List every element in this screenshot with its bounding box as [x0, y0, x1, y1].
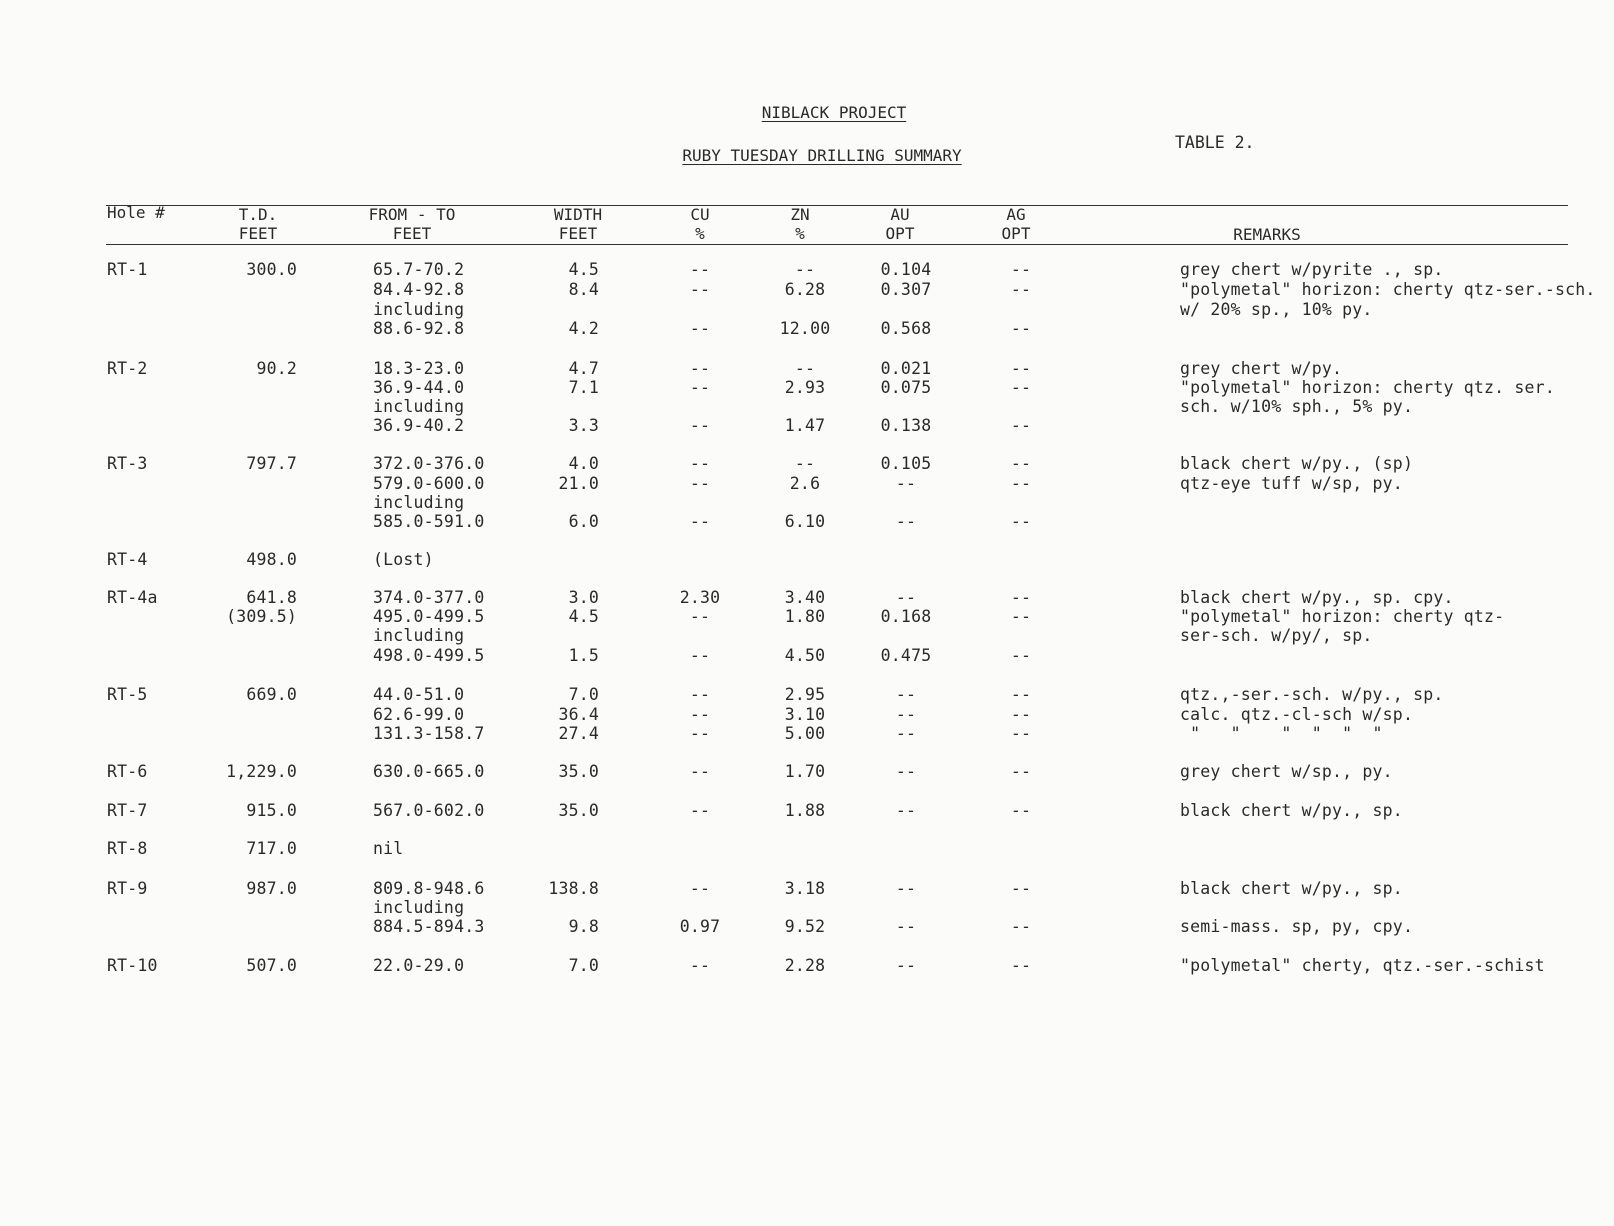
au-value: -- [895, 956, 917, 975]
ag-value: -- [1010, 416, 1032, 435]
header-cu: CU % [690, 205, 710, 243]
ag-value: -- [1010, 474, 1032, 493]
au-value: -- [895, 724, 917, 743]
hole-id: RT-10 [107, 956, 158, 975]
from-to-interval: including [373, 300, 465, 319]
zn-value: 9.52 [784, 917, 826, 936]
remarks-text: ser-sch. w/py/, sp. [1180, 626, 1373, 645]
total-depth: 641.8 [246, 588, 297, 607]
width-value: 35.0 [558, 801, 599, 820]
cu-value: -- [689, 512, 711, 531]
ag-value: -- [1010, 879, 1032, 898]
width-value: 4.5 [568, 607, 599, 626]
cu-value: 0.97 [679, 917, 721, 936]
cu-value: -- [689, 280, 711, 299]
zn-value: 5.00 [784, 724, 826, 743]
table-label: TABLE 2. [1175, 133, 1255, 152]
header-au: AU OPT [885, 205, 915, 243]
ag-value: -- [1010, 588, 1032, 607]
cu-value: -- [689, 359, 711, 378]
width-value: 4.5 [568, 260, 599, 279]
width-value: 7.0 [568, 685, 599, 704]
from-to-interval: 22.0-29.0 [373, 956, 465, 975]
page-subtitle: RUBY TUESDAY DRILLING SUMMARY [682, 146, 962, 165]
ag-value: -- [1010, 724, 1032, 743]
width-value: 4.0 [568, 454, 599, 473]
width-value: 3.3 [568, 416, 599, 435]
total-depth: 300.0 [246, 260, 297, 279]
hole-id: RT-2 [107, 359, 148, 378]
width-value: 4.2 [568, 319, 599, 338]
ag-value: -- [1010, 917, 1032, 936]
from-to-interval: 495.0-499.5 [373, 607, 485, 626]
remarks-text: " " " " " " [1180, 724, 1383, 743]
from-to-interval: 18.3-23.0 [373, 359, 465, 378]
cu-value: -- [689, 416, 711, 435]
zn-value: 1.47 [784, 416, 826, 435]
au-value: -- [895, 801, 917, 820]
cu-value: -- [689, 607, 711, 626]
zn-value: 1.70 [784, 762, 826, 781]
remarks-text: grey chert w/sp., py. [1180, 762, 1393, 781]
remarks-text: w/ 20% sp., 10% py. [1180, 300, 1373, 319]
zn-value: 12.00 [779, 319, 831, 338]
width-value: 138.8 [548, 879, 599, 898]
zn-value: -- [794, 359, 816, 378]
from-to-interval: 585.0-591.0 [373, 512, 485, 531]
from-to-interval: (Lost) [373, 550, 434, 569]
width-value: 21.0 [558, 474, 599, 493]
ag-value: -- [1010, 378, 1032, 397]
from-to-interval: 65.7-70.2 [373, 260, 465, 279]
au-value: -- [895, 588, 917, 607]
header-width: WIDTH FEET [553, 205, 603, 243]
ag-value: -- [1010, 260, 1032, 279]
remarks-text: calc. qtz.-cl-sch w/sp. [1180, 705, 1414, 724]
total-depth: (309.5) [226, 607, 297, 626]
remarks-text: "polymetal" horizon: cherty qtz-ser.-sch. [1180, 280, 1596, 299]
width-value: 4.7 [568, 359, 599, 378]
zn-value: 2.93 [784, 378, 826, 397]
cu-value: -- [689, 474, 711, 493]
cu-value: -- [689, 879, 711, 898]
remarks-text: grey chert w/pyrite ., sp. [1180, 260, 1444, 279]
remarks-text: "polymetal" cherty, qtz.-ser.-schist [1180, 956, 1545, 975]
hole-id: RT-9 [107, 879, 148, 898]
ag-value: -- [1010, 454, 1032, 473]
from-to-interval: 36.9-44.0 [373, 378, 465, 397]
from-to-interval: including [373, 626, 465, 645]
hole-id: RT-4a [107, 588, 158, 607]
au-value: -- [895, 762, 917, 781]
zn-value: -- [794, 454, 816, 473]
remarks-text: qtz.,-ser.-sch. w/py., sp. [1180, 685, 1444, 704]
cu-value: -- [689, 319, 711, 338]
cu-value: -- [689, 724, 711, 743]
au-value: -- [895, 879, 917, 898]
au-value: 0.105 [880, 454, 932, 473]
cu-value: -- [689, 685, 711, 704]
ag-value: -- [1010, 956, 1032, 975]
zn-value: -- [794, 260, 816, 279]
total-depth: 669.0 [246, 685, 297, 704]
au-value: 0.104 [880, 260, 932, 279]
remarks-text: black chert w/py., sp. [1180, 879, 1403, 898]
cu-value: -- [689, 260, 711, 279]
hole-id: RT-3 [107, 454, 148, 473]
zn-value: 3.18 [784, 879, 826, 898]
au-value: 0.021 [880, 359, 932, 378]
header-from-to: FROM - TO FEET [368, 205, 456, 243]
total-depth: 90.2 [256, 359, 297, 378]
au-value: 0.075 [880, 378, 932, 397]
au-value: -- [895, 705, 917, 724]
remarks-text: "polymetal" horizon: cherty qtz. ser. [1180, 378, 1555, 397]
cu-value: 2.30 [679, 588, 721, 607]
width-value: 35.0 [558, 762, 599, 781]
from-to-interval: 36.9-40.2 [373, 416, 465, 435]
from-to-interval: 84.4-92.8 [373, 280, 465, 299]
total-depth: 797.7 [246, 454, 297, 473]
cu-value: -- [689, 762, 711, 781]
header-td: T.D. FEET [238, 205, 278, 243]
remarks-text: sch. w/10% sph., 5% py. [1180, 397, 1414, 416]
au-value: -- [895, 512, 917, 531]
ag-value: -- [1010, 280, 1032, 299]
from-to-interval: 88.6-92.8 [373, 319, 465, 338]
width-value: 3.0 [568, 588, 599, 607]
from-to-interval: 374.0-377.0 [373, 588, 485, 607]
ag-value: -- [1010, 512, 1032, 531]
zn-value: 1.88 [784, 801, 826, 820]
header-top-rule [106, 205, 1568, 206]
ag-value: -- [1010, 319, 1032, 338]
au-value: 0.568 [880, 319, 932, 338]
width-value: 9.8 [568, 917, 599, 936]
from-to-interval: 567.0-602.0 [373, 801, 485, 820]
ag-value: -- [1010, 685, 1032, 704]
zn-value: 6.10 [784, 512, 826, 531]
remarks-text: "polymetal" horizon: cherty qtz- [1180, 607, 1505, 626]
hole-id: RT-7 [107, 801, 148, 820]
header-zn: ZN % [790, 205, 810, 243]
ag-value: -- [1010, 801, 1032, 820]
header-ag: AG OPT [1001, 205, 1031, 243]
from-to-interval: 62.6-99.0 [373, 705, 465, 724]
from-to-interval: 498.0-499.5 [373, 646, 485, 665]
au-value: 0.307 [880, 280, 932, 299]
total-depth: 915.0 [246, 801, 297, 820]
header-hole: Hole # [107, 203, 165, 222]
hole-id: RT-1 [107, 260, 148, 279]
cu-value: -- [689, 378, 711, 397]
from-to-interval: 809.8-948.6 [373, 879, 485, 898]
zn-value: 1.80 [784, 607, 826, 626]
au-value: 0.168 [880, 607, 932, 626]
au-value: 0.475 [880, 646, 932, 665]
ag-value: -- [1010, 762, 1032, 781]
page-title: NIBLACK PROJECT [761, 103, 907, 122]
width-value: 7.0 [568, 956, 599, 975]
hole-id: RT-5 [107, 685, 148, 704]
ag-value: -- [1010, 646, 1032, 665]
cu-value: -- [689, 646, 711, 665]
from-to-interval: 44.0-51.0 [373, 685, 465, 704]
remarks-text: grey chert w/py. [1180, 359, 1343, 378]
remarks-text: black chert w/py., sp. [1180, 801, 1403, 820]
width-value: 6.0 [568, 512, 599, 531]
total-depth: 717.0 [246, 839, 297, 858]
total-depth: 987.0 [246, 879, 297, 898]
zn-value: 3.10 [784, 705, 826, 724]
cu-value: -- [689, 705, 711, 724]
au-value: 0.138 [880, 416, 932, 435]
remarks-text: qtz-eye tuff w/sp, py. [1180, 474, 1403, 493]
width-value: 7.1 [568, 378, 599, 397]
from-to-interval: 372.0-376.0 [373, 454, 485, 473]
zn-value: 4.50 [784, 646, 826, 665]
from-to-interval: 884.5-894.3 [373, 917, 485, 936]
from-to-interval: 579.0-600.0 [373, 474, 485, 493]
zn-value: 2.28 [784, 956, 826, 975]
ag-value: -- [1010, 607, 1032, 626]
from-to-interval: 131.3-158.7 [373, 724, 485, 743]
zn-value: 6.28 [784, 280, 826, 299]
ag-value: -- [1010, 359, 1032, 378]
total-depth: 507.0 [246, 956, 297, 975]
zn-value: 3.40 [784, 588, 826, 607]
total-depth: 498.0 [246, 550, 297, 569]
cu-value: -- [689, 956, 711, 975]
zn-value: 2.95 [784, 685, 826, 704]
from-to-interval: including [373, 493, 465, 512]
hole-id: RT-8 [107, 839, 148, 858]
from-to-interval: including [373, 898, 465, 917]
width-value: 36.4 [558, 705, 599, 724]
cu-value: -- [689, 801, 711, 820]
remarks-text: black chert w/py., (sp) [1180, 454, 1414, 473]
cu-value: -- [689, 454, 711, 473]
remarks-text: black chert w/py., sp. cpy. [1180, 588, 1454, 607]
width-value: 27.4 [558, 724, 599, 743]
au-value: -- [895, 474, 917, 493]
ag-value: -- [1010, 705, 1032, 724]
width-value: 8.4 [568, 280, 599, 299]
au-value: -- [895, 685, 917, 704]
from-to-interval: nil [373, 839, 404, 858]
zn-value: 2.6 [789, 474, 821, 493]
header-bottom-rule [106, 244, 1568, 245]
total-depth: 1,229.0 [226, 762, 297, 781]
hole-id: RT-6 [107, 762, 148, 781]
remarks-text: semi-mass. sp, py, cpy. [1180, 917, 1414, 936]
from-to-interval: 630.0-665.0 [373, 762, 485, 781]
au-value: -- [895, 917, 917, 936]
from-to-interval: including [373, 397, 465, 416]
hole-id: RT-4 [107, 550, 148, 569]
width-value: 1.5 [568, 646, 599, 665]
header-remarks: REMARKS [1233, 225, 1301, 244]
